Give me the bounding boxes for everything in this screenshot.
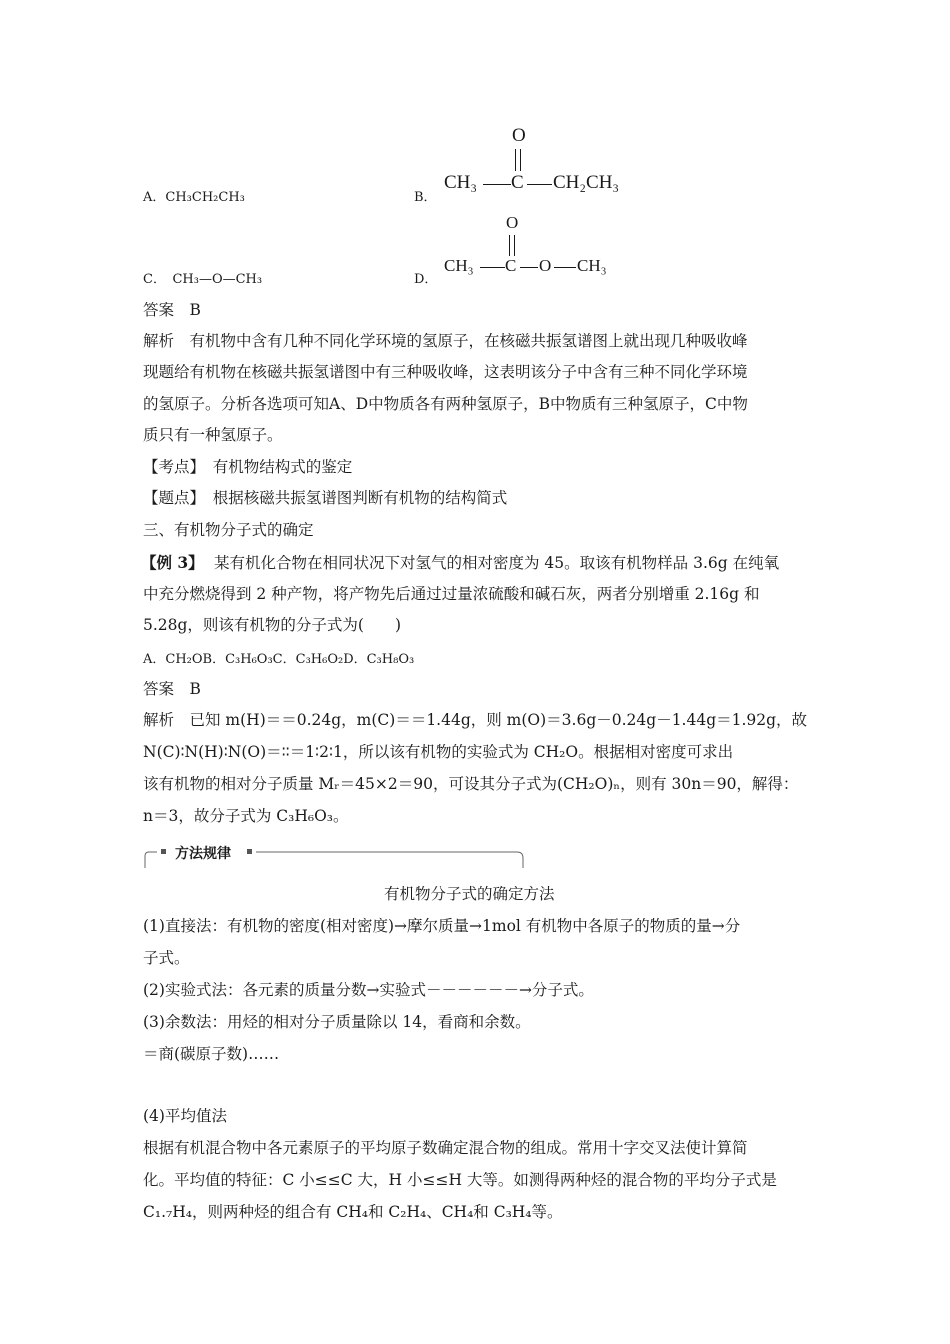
method-title: 有机物分子式的确定方法 xyxy=(384,885,555,903)
q2-answer: 答案 B xyxy=(143,301,201,319)
method-box-header xyxy=(143,846,525,868)
method-3-note: ＝商(碳原子数)…… xyxy=(143,1045,280,1063)
q2-tidian: 【题点】 根据核磁共振氢谱图判断有机物的结构简式 xyxy=(143,489,508,507)
structure-d-double-bond-2 xyxy=(514,235,517,256)
structure-b-right-group: CH₂CH₃ xyxy=(553,172,620,193)
q2-analysis-line-4: 质只有一种氢原子。 xyxy=(143,426,283,444)
structure-b-bond-right xyxy=(527,184,552,185)
q2-analysis-line-3: 的氢原子。分析各选项可知A、D中物质各有两种氢原子，B中物质有三种氢原子，C中物 xyxy=(143,395,748,413)
option-a: A．CH₃CH₂CH₃ xyxy=(143,190,245,205)
structure-b-double-bond-2 xyxy=(520,149,523,171)
structure-d-left-group: CH₃ xyxy=(444,256,474,275)
section-title: 三、有机物分子式的确定 xyxy=(143,521,314,539)
structure-d-bond-left xyxy=(480,267,505,268)
method-1-line-2: 子式。 xyxy=(143,949,190,967)
method-1-line-1: (1)直接法：有机物的密度(相对密度)→摩尔质量→1mol 有机物中各原子的物质的量→分 xyxy=(143,917,741,935)
example3-options: A．CH₂OB．C₃H₆O₃C．C₃H₆O₂D．C₃H₈O₃ xyxy=(143,652,415,667)
example3-line-1: 某有机化合物在相同状况下对氢气的相对密度为 45。取该有机物样品 3.6g 在纯氧 xyxy=(214,554,780,572)
q2-analysis-line-1: 解析 有机物中含有几种不同化学环境的氢原子，在核磁共振氢谱图上就出现几种吸收峰 xyxy=(143,332,748,350)
example3-label: 【例 3】 xyxy=(141,553,204,572)
structure-b-double-bond xyxy=(515,149,518,171)
structure-b-bond-left xyxy=(483,184,511,185)
structure-b-carbon: C xyxy=(511,172,524,193)
example3-line-2: 中充分燃烧得到 2 种产物，将产物先后通过过量浓硫酸和碱石灰，两者分别增重 2.16g 和 xyxy=(143,585,760,603)
structure-d-carbon: C xyxy=(505,256,517,275)
option-d-label: D． xyxy=(414,272,438,287)
structure-d-oxygen: O xyxy=(506,213,519,232)
method-2: (2)实验式法：各元素的质量分数→实验式－－－－－－→分子式。 xyxy=(143,981,594,999)
structure-b-left-group: CH₃ xyxy=(444,172,478,193)
method-box-title: 方法规律 xyxy=(175,846,231,862)
structure-d-double-bond xyxy=(509,235,512,256)
example3-analysis-line-3: 该有机物的相对分子质量 Mᵣ＝45×2＝90，可设其分子式为(CH₂O)ₙ，则有 30n＝90，解得： xyxy=(143,775,799,793)
method-4-line-2: 化。平均值的特征：C 小≤≤C 大，H 小≤≤H 大等。如测得两种烃的混合物的平均分子式是 xyxy=(143,1171,777,1189)
q2-analysis-line-2: 现题给有机物在核磁共振氢谱图中有三种吸收峰，这表明该分子中含有三种不同化学环境 xyxy=(143,363,748,381)
option-c: C． CH₃—O—CH₃ xyxy=(143,272,263,287)
method-3: (3)余数法：用烃的相对分子质量除以 14，看商和余数。 xyxy=(143,1013,531,1031)
structure-d-right-group: CH₃ xyxy=(577,256,607,275)
structure-d-bond-mid xyxy=(520,267,538,268)
example3-line-3: 5.28g，则该有机物的分子式为( ) xyxy=(143,616,402,634)
method-4: (4)平均值法 xyxy=(143,1107,227,1125)
structure-d-bond-right xyxy=(554,267,576,268)
option-b-label: B． xyxy=(414,190,437,205)
structure-d-ester-oxygen: O xyxy=(539,256,552,275)
example3-analysis-line-2: N(C)∶N(H)∶N(O)＝∶∶＝1∶2∶1，所以该有机物的实验式为 CH₂O。根据相对密度可求出 xyxy=(143,743,734,761)
example3-answer: 答案 B xyxy=(143,680,201,698)
method-4-line-1: 根据有机混合物中各元素原子的平均原子数确定混合物的组成。常用十字交叉法使计算简 xyxy=(143,1139,748,1157)
example3-analysis-line-4: n＝3，故分子式为 C₃H₆O₃。 xyxy=(143,807,349,825)
q2-kaodian: 【考点】 有机物结构式的鉴定 xyxy=(143,458,353,476)
example3-analysis-line-1: 解析 已知 m(H)＝＝0.24g，m(C)＝＝1.44g，则 m(O)＝3.6g－0.24g－1.44g＝1.92g，故 xyxy=(143,711,808,729)
method-4-line-3: C₁.₇H₄，则两种烃的组合有 CH₄和 C₂H₄、CH₄和 C₃H₄等。 xyxy=(143,1203,563,1221)
structure-b-oxygen: O xyxy=(512,125,526,146)
